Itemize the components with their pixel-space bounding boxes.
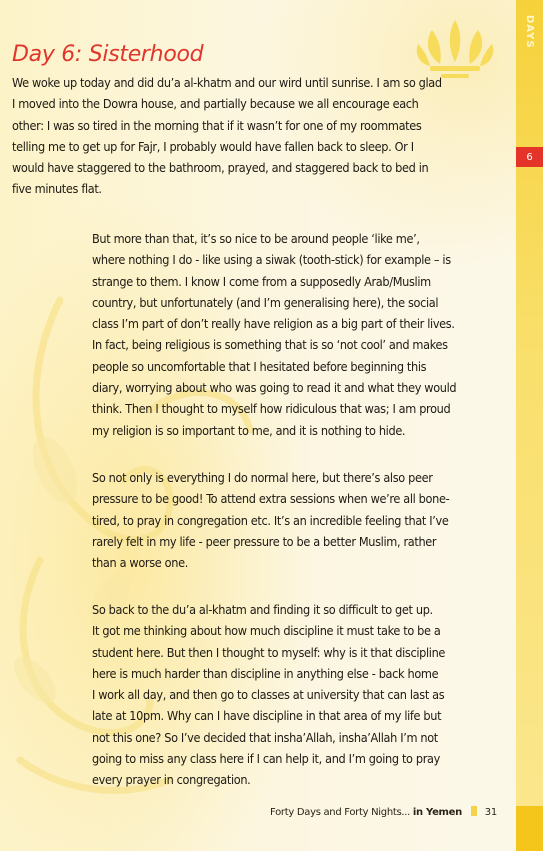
- text-line: student here. But then I thought to myself: why is it that discipline: [92, 644, 446, 660]
- text-line: country, but unfortunately (and I’m generalising here), the social: [92, 294, 439, 310]
- text-line: people so uncomfortable that I hesitated before beginning this: [92, 358, 427, 374]
- text-line: But more than that, it’s so nice to be around people ‘like me’,: [92, 231, 420, 246]
- text-line: We woke up today and did du’a al-khatm and our wird until sunrise. I am so glad: [12, 75, 442, 90]
- text-line: not this one? So I’ve decided that insha’Allah, insha’Allah I’m not: [92, 729, 438, 745]
- paragraph-2: [92, 228, 506, 441]
- text-line: pressure to be good! To attend extra sessions when we’re all bone-: [92, 491, 450, 507]
- text-line: telling me to get up for Fajr, I probably would have fallen back to sleep. Or I: [12, 138, 414, 154]
- text-line: diary, worrying about who was going to read it and what they would: [92, 380, 457, 396]
- text-line: my religion is so important to me, and it is nothing to hide.: [92, 422, 406, 438]
- text-line: tired, to pray in congregation etc. It’s an incredible feeling that I’ve: [92, 512, 449, 528]
- running-footer: [270, 806, 497, 818]
- footer-book-title: Forty Days and Forty Nights...: [270, 807, 411, 818]
- text-line: rarely felt in my life - peer pressure to be a better Muslim, rather: [92, 533, 437, 549]
- text-line: strange to them. I know I come from a supposedly Arab/Muslim: [92, 273, 431, 289]
- text-line: It got me thinking about how much discipline it must take to be a: [92, 623, 441, 639]
- flower-ornament-icon: [417, 20, 494, 78]
- day-index-tab: [516, 0, 543, 851]
- text-line: late at 10pm. Why can I have discipline in that area of my life but: [92, 708, 442, 724]
- paragraph-1: [12, 72, 506, 200]
- text-line: So not only is everything I do normal here, but there’s also peer: [92, 470, 433, 485]
- text-line: In fact, being religious is something that is so ‘not cool’ and makes: [92, 337, 448, 353]
- text-line: than a worse one.: [92, 555, 188, 571]
- text-line: other: I was so tired in the morning that if it wasn’t for one of my roommates: [12, 117, 422, 133]
- text-line: think. Then I thought to myself how ridiculous that was; I am proud: [92, 401, 451, 417]
- current-day-marker: 6: [516, 147, 543, 167]
- text-line: five minutes flat.: [12, 181, 102, 197]
- page-number: 31: [484, 807, 497, 818]
- footer-location: in Yemen: [412, 807, 462, 818]
- text-line: would have staggered to the bathroom, prayed, and staggered back to bed in: [12, 160, 429, 176]
- text-line: I moved into the Dowra house, and partially because we all encourage each: [12, 96, 419, 112]
- text-line: class I’m part of don’t really have religion as a big part of their lives.: [92, 316, 455, 332]
- footer-separator: [471, 806, 477, 816]
- page-corner-tab: [516, 806, 543, 851]
- text-line: where nothing I do - like using a siwak (tooth-stick) for example – is: [92, 252, 451, 268]
- paragraph-3: [92, 467, 506, 573]
- text-line: So back to the du’a al-khatm and finding it so difficult to get up.: [92, 602, 433, 617]
- text-line: here is much harder than discipline in anything else - back home: [92, 665, 439, 681]
- days-tab-label: DAYS: [524, 15, 535, 49]
- paragraph-4: [92, 599, 506, 791]
- chapter-title: Day 6: Sisterhood: [12, 42, 204, 67]
- text-line: every prayer in congregation.: [92, 772, 251, 788]
- text-line: I work all day, and then go to classes at university that can last as: [92, 687, 445, 703]
- text-line: going to miss any class here if I can help it, and I’m going to pray: [92, 751, 440, 767]
